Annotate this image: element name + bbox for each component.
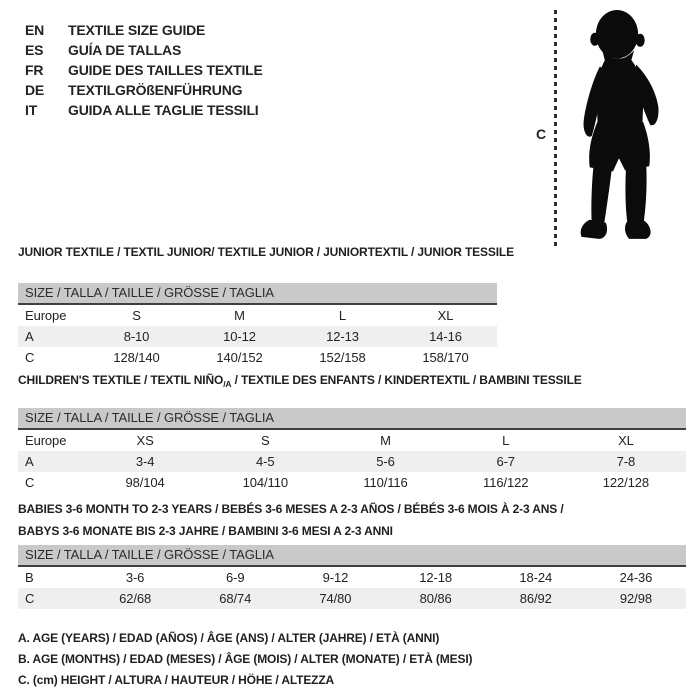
language-row-it: [25, 100, 263, 120]
table-cell: 3-4: [135, 454, 155, 469]
footnote-c: C. (cm) HEIGHT / ALTURA / HAUTEUR / HÖHE / ALTEZZA: [18, 673, 335, 687]
section-title-children: [18, 373, 582, 389]
table-cell: 9-12: [322, 570, 349, 585]
language-row-de: [25, 80, 263, 100]
section-title-text: JUNIOR TEXTILE / TEXTIL JUNIOR/ TEXTILE JUNIOR / JUNIORTEXTIL / JUNIOR TESSILE: [18, 245, 514, 259]
language-code: IT: [25, 102, 38, 118]
size-header-row: SIZE / TALLA / TAILLE / GRÖSSE / TAGLIA: [18, 283, 497, 305]
size-header-row: SIZE / TALLA / TAILLE / GRÖSSE / TAGLIA: [18, 545, 686, 567]
table-cell: L: [338, 308, 347, 323]
language-title: GUIDE DES TAILLES TEXTILE: [68, 62, 263, 78]
section-title-line1: BABIES 3-6 MONTH TO 2-3 YEARS / BEBÉS 3-6 MESES A 2-3 AÑOS / BÉBÉS 3-6 MOIS À 2-3 ANS /: [18, 502, 564, 516]
table-cell: 68/74: [219, 591, 252, 606]
row-label: Europe: [25, 433, 67, 448]
height-measure-label: C: [536, 126, 547, 142]
table-cell: 110/116: [363, 475, 408, 490]
table-cell: 104/110: [242, 475, 288, 490]
table-cell: 86/92: [519, 591, 552, 606]
language-row-fr: [25, 60, 263, 80]
language-title: TEXTILE SIZE GUIDE: [68, 22, 206, 38]
section-title-subscript: /A: [223, 379, 232, 389]
table-cell: 6-7: [496, 454, 515, 469]
table-row: [18, 451, 686, 472]
table-cell: 8-10: [123, 329, 150, 344]
table-cell: M: [380, 433, 391, 448]
language-title: GUÍA DE TALLAS: [68, 42, 182, 58]
table-cell: 12-13: [326, 329, 359, 344]
table-cell: 24-36: [619, 570, 653, 585]
table-row: [18, 305, 497, 326]
section-title-text: CHILDREN'S TEXTILE / TEXTIL NIÑO: [18, 373, 224, 387]
row-label: A: [25, 329, 34, 344]
table-cell: 10-12: [223, 329, 256, 344]
table-body: [18, 430, 686, 493]
table-cell: 74/80: [319, 591, 352, 606]
table-cell: 92/98: [619, 591, 652, 606]
table-cell: 152/158: [319, 350, 366, 365]
table-cell: M: [234, 308, 245, 323]
language-row-es: [25, 40, 263, 60]
table-cell: XL: [437, 308, 454, 323]
table-row: [18, 472, 686, 493]
table-cell: 122/128: [602, 475, 650, 490]
footnotes: [18, 628, 472, 691]
baby-silhouette-icon: [568, 8, 672, 250]
height-dashed-line: [554, 10, 557, 248]
table-cell: S: [132, 308, 141, 323]
children-size-table: [18, 408, 686, 493]
language-title: TEXTILGRÖßENFÜHRUNG: [68, 82, 243, 98]
table-cell: 62/68: [119, 591, 152, 606]
babies-size-table: [18, 545, 686, 609]
section-title-junior: [18, 245, 514, 259]
table-cell: XL: [618, 433, 634, 448]
row-label: C: [25, 591, 35, 606]
table-cell: 80/86: [419, 591, 452, 606]
section-title-text: / TEXTILE DES ENFANTS / KINDERTEXTIL / BAMBINI TESSILE: [231, 373, 582, 387]
table-cell: 140/152: [216, 350, 263, 365]
language-code: ES: [25, 42, 44, 58]
table-row: [18, 430, 686, 451]
table-cell: 116/122: [483, 475, 529, 490]
size-header-row: SIZE / TALLA / TAILLE / GRÖSSE / TAGLIA: [18, 408, 686, 430]
table-cell: XS: [136, 433, 154, 448]
table-cell: 5-6: [376, 454, 395, 469]
section-title-babies: [18, 498, 564, 542]
table-cell: 7-8: [616, 454, 636, 469]
row-label: C: [25, 350, 35, 365]
table-cell: S: [261, 433, 270, 448]
table-cell: 12-18: [419, 570, 452, 585]
language-title: GUIDA ALLE TAGLIE TESSILI: [68, 102, 259, 118]
language-code: DE: [25, 82, 45, 98]
row-label: A: [25, 454, 34, 469]
table-body: [18, 567, 686, 609]
row-label: C: [25, 475, 35, 490]
section-title-line2: BABYS 3-6 MONATE BIS 2-3 JAHRE / BAMBINI 3-6 MESI A 2-3 ANNI: [18, 524, 393, 538]
table-row: [18, 347, 497, 368]
table-cell: L: [502, 433, 510, 448]
table-cell: 18-24: [519, 570, 553, 585]
table-cell: 3-6: [125, 570, 145, 585]
table-cell: 14-16: [429, 329, 462, 344]
table-row: [18, 326, 497, 347]
row-label: Europe: [25, 308, 67, 323]
language-row-en: [25, 20, 263, 40]
table-cell: 6-9: [226, 570, 245, 585]
table-cell: 4-5: [256, 454, 275, 469]
footnote-a: A. AGE (YEARS) / EDAD (AÑOS) / ÂGE (ANS) / ALTER (JAHRE) / ETÀ (ANNI): [18, 631, 440, 645]
row-label: B: [25, 570, 34, 585]
footnote-b: B. AGE (MONTHS) / EDAD (MESES) / ÂGE (MOIS) / ALTER (MONATE) / ETÀ (MESI): [18, 652, 473, 666]
language-code: EN: [25, 22, 45, 38]
table-body: [18, 305, 497, 368]
language-code: FR: [25, 62, 44, 78]
table-cell: 128/140: [113, 350, 160, 365]
table-row: [18, 588, 686, 609]
language-list: [25, 20, 263, 120]
table-cell: 98/104: [125, 475, 165, 490]
junior-size-table: [18, 283, 497, 368]
table-cell: 158/170: [422, 350, 469, 365]
table-row: [18, 567, 686, 588]
measurement-figure: [528, 8, 688, 252]
